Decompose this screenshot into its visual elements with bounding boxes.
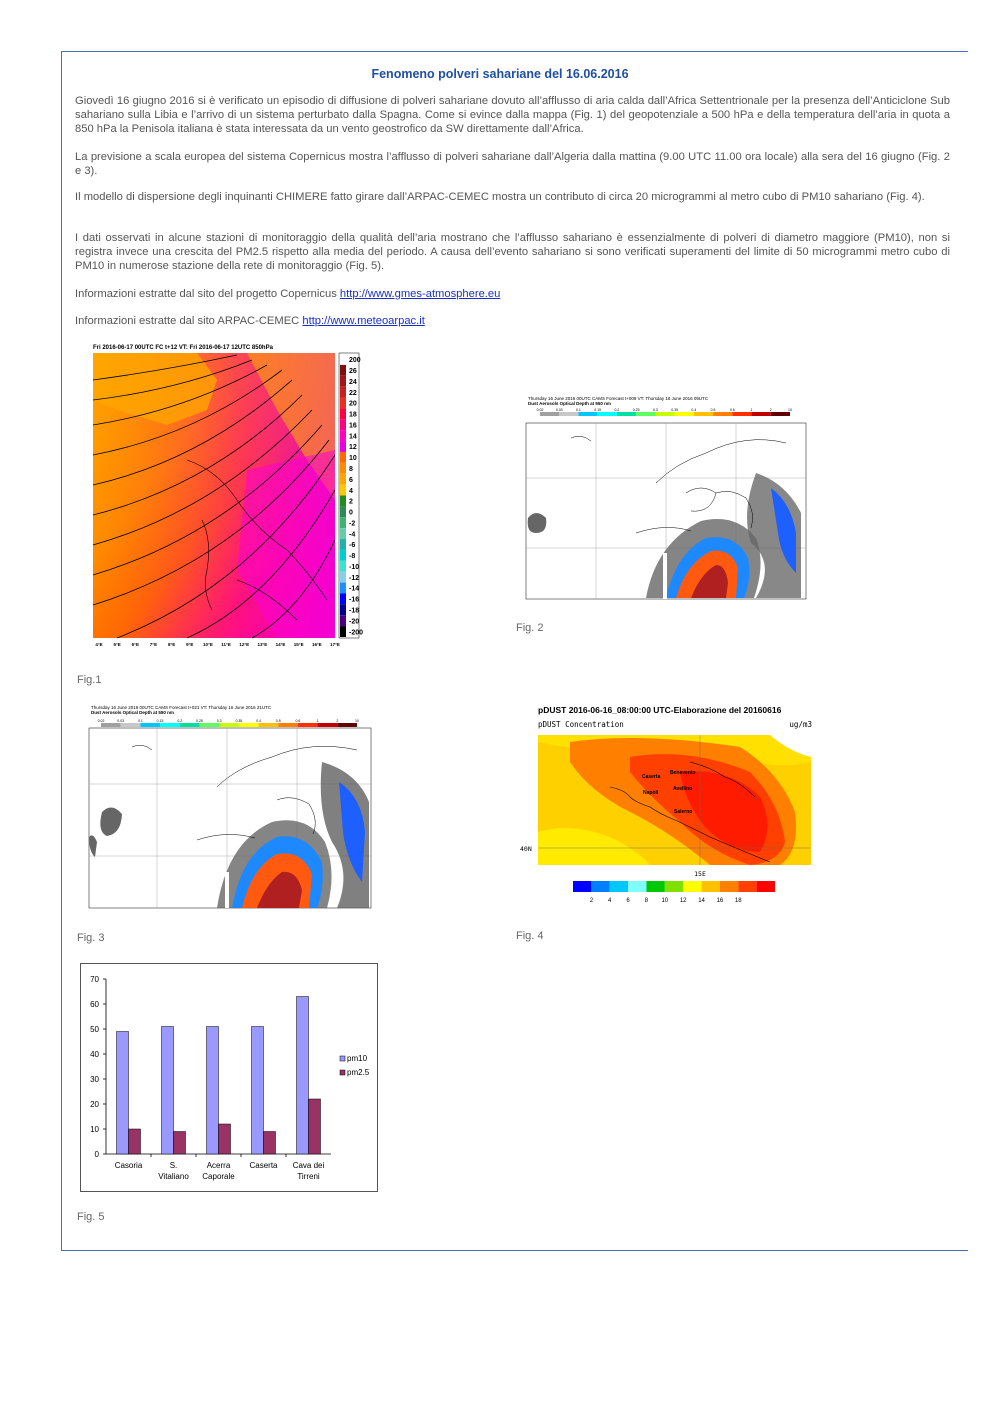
arpac-prefix: Informazioni estratte dal sito ARPAC-CEMEC — [75, 315, 303, 327]
fig4-scale-label: 16 — [716, 898, 724, 904]
cams-scale-label: 0.1 — [576, 408, 581, 412]
cams-scale-label: 0.4 — [691, 408, 697, 412]
cams-scale-swatch — [140, 723, 160, 727]
fig4-scale-label: 4 — [608, 898, 612, 904]
cams-scale-label: 0.02 — [536, 408, 544, 412]
y-tick-label: 10 — [90, 1125, 99, 1134]
fig5-caption: Fig. 5 — [77, 1211, 105, 1223]
fig1-lon-tick: 16°E — [311, 642, 322, 647]
cams-scale-label: 0.25 — [196, 719, 203, 723]
cams-scale-label: 2 — [336, 719, 339, 723]
fig1-legend-label: -2 — [349, 520, 356, 528]
copernicus-prefix: Informazioni estratte dal sito del progetto Copernicus — [75, 288, 340, 300]
fig1-legend-swatch — [340, 441, 346, 452]
fig1-legend-label: 10 — [349, 455, 357, 463]
cams-scale-label: 0.3 — [652, 408, 658, 412]
fig1-legend-swatch — [340, 593, 346, 604]
fig1-legend-label: 24 — [349, 378, 357, 386]
fig4-lon-label: 15E — [694, 870, 706, 878]
cams-scale-label: 0.2 — [177, 719, 183, 723]
fig1-legend-swatch — [340, 474, 346, 485]
cams-scale-swatch — [559, 412, 578, 416]
figure-5-pm-chart — [80, 963, 378, 1192]
arpac-link[interactable]: http://www.meteoarpac.it — [302, 315, 425, 327]
fig4-scale-swatch — [738, 881, 756, 892]
fig4-scale-label: 8 — [644, 898, 649, 904]
fig1-legend-swatch — [340, 408, 346, 419]
fig4-scale-swatch — [573, 881, 591, 892]
y-tick-label: 0 — [94, 1150, 99, 1159]
x-tick-label: Caporale — [202, 1172, 235, 1181]
fig1-legend-swatch — [340, 376, 346, 387]
fig1-header: Fri 2016-06-17 00UTC FC t+12 VT: Fri 2016-06-17 12UTC 850hPa — [93, 345, 273, 351]
fig1-legend-label: 2 — [349, 498, 353, 506]
figure-1-temperature-map — [77, 340, 377, 652]
fig1-lon-tick: 11°E — [221, 642, 231, 647]
bar-pm10 — [207, 1027, 219, 1155]
fig1-legend-swatch — [340, 626, 346, 637]
cams-scale-swatch — [239, 723, 259, 727]
fig4-scale-swatch — [610, 881, 628, 892]
fig4-scale-swatch — [591, 881, 609, 892]
fig4-scale-label: 10 — [661, 898, 669, 904]
cams-scale-label: 10 — [788, 408, 792, 412]
cams-scale-swatch — [713, 412, 732, 416]
cams-scale-label: 2 — [769, 408, 772, 412]
cams-scale-label: 0.15 — [156, 719, 164, 723]
fig4-scale-swatch — [628, 881, 646, 892]
figure-4-pdust-chimere — [510, 702, 815, 910]
fig1-lon-tick: 14°E — [275, 642, 286, 647]
cams-scale-label: 0.6 — [729, 408, 735, 412]
cams-scale-swatch — [655, 412, 674, 416]
fig1-legend-swatch — [340, 496, 346, 507]
fig4-caption: Fig. 4 — [516, 930, 544, 942]
copernicus-info — [75, 287, 950, 301]
fig4-scale-swatch — [702, 881, 720, 892]
cams-scale-label: 0.03 — [117, 719, 125, 723]
fig4-scale-label: 14 — [698, 898, 705, 904]
bar-pm25 — [219, 1124, 231, 1154]
fig1-legend-label: 12 — [349, 444, 357, 452]
legend-label: pm2.5 — [347, 1068, 370, 1077]
fig4-scale-swatch — [665, 881, 683, 892]
cams-scale-swatch — [278, 723, 298, 727]
x-tick-label: S. — [169, 1161, 178, 1170]
legend-swatch — [340, 1056, 345, 1061]
fig1-legend-label: -20 — [349, 618, 360, 626]
fig1-lon-tick: 15°E — [293, 642, 304, 647]
fig1-lon-tick: 8°E — [167, 642, 176, 647]
fig1-lon-tick: 6°E — [131, 642, 139, 647]
cams-scale-swatch — [617, 412, 636, 416]
fig1-legend-label: -16 — [349, 596, 360, 604]
fig1-legend-swatch — [340, 572, 346, 583]
figure-2-dust-forecast-09utc — [516, 393, 808, 605]
cams-scale-swatch — [337, 723, 357, 727]
fig4-scale-label: 12 — [679, 898, 687, 904]
cams-scale-swatch — [540, 412, 559, 416]
copernicus-link[interactable]: http://www.gmes-atmosphere.eu — [339, 288, 501, 300]
fig3-header2: Dust Aerosols Optical Depth at 550 nm — [91, 710, 174, 715]
fig4-scale-swatch — [720, 881, 738, 892]
cams-scale-label: 0.2 — [614, 408, 620, 412]
fig1-legend-swatch — [340, 430, 346, 441]
fig3-caption: Fig. 3 — [77, 932, 105, 944]
cams-scale-swatch — [578, 412, 597, 416]
x-tick-label: Tirreni — [297, 1172, 320, 1181]
fig1-legend-swatch — [340, 419, 346, 430]
cams-scale-swatch — [732, 412, 751, 416]
bar-pm25 — [129, 1129, 141, 1154]
cams-scale-label: 0.4 — [256, 719, 261, 723]
cams-scale-label: 0.35 — [671, 408, 679, 412]
legend-swatch — [340, 1070, 345, 1075]
fig1-legend-swatch — [340, 604, 346, 615]
fig1-legend-label: 16 — [349, 422, 357, 430]
fig1-legend-label: 4 — [349, 487, 353, 495]
fig1-lon-tick: 4°E — [95, 642, 103, 647]
paragraph-2: La previsione a scala europea del sistema Copernicus mostra l’afflusso di polveri sahariane dall’Algeria dalla mattina (9.00 UTC 11.00 ora locale) alla sera del 16 giugno (Fig. 2 e 3). — [75, 151, 950, 177]
fig1-lon-tick: 7°E — [149, 642, 158, 647]
fig1-lon-tick: 17°E — [330, 642, 340, 647]
cams-scale-label: 0.25 — [632, 408, 640, 412]
cams-scale-label: 0.5 — [275, 719, 281, 723]
fig4-scale-label: 6 — [626, 898, 630, 904]
fig4-title: pDUST 2016-06-16_08:00:00 UTC-Elaborazione del 20160616 — [538, 705, 782, 715]
fig4-subtitle: pDUST Concentration — [538, 720, 624, 729]
fig1-caption: Fig.1 — [77, 674, 102, 686]
bar-pm25 — [264, 1132, 276, 1155]
fig1-legend-label: 14 — [349, 433, 357, 441]
cams-scale-label: 0.02 — [97, 719, 105, 723]
cams-scale-label: 0.35 — [235, 719, 243, 723]
bar-pm10 — [297, 997, 309, 1155]
legend-label: pm10 — [347, 1054, 368, 1063]
city-label: Benevento — [670, 770, 696, 776]
cams-scale-swatch — [121, 723, 141, 727]
cams-scale-label: 1 — [750, 408, 753, 412]
fig1-legend-label: -8 — [349, 553, 356, 561]
cams-scale-label: 0.03 — [555, 408, 563, 412]
fig1-legend-label: 26 — [349, 368, 357, 376]
pm-bar-chart — [81, 964, 377, 1191]
page-title: Fenomeno polveri sahariane del 16.06.2016 — [371, 67, 629, 81]
paragraph-4: I dati osservati in alcune stazioni di monitoraggio della qualità dell’aria mostrano che l’afflusso sahariano è essenzialmente di polveri di diametro maggiore (PM10), non si registra invece una crescita del PM2.5 rispetto alla media del periodo. A causa dell’evento sahariano si sono verificati superamenti del limite di 50 microgrammi metro cubo di PM10 in numerose stazione della rete di monitoraggio (Fig. 5). — [75, 232, 950, 272]
fig2-caption: Fig. 2 — [516, 622, 544, 634]
fig1-legend-swatch — [340, 365, 346, 376]
fig1-legend-label: 200 — [349, 357, 361, 365]
fig1-lon-tick: 5°E — [113, 642, 121, 647]
fig1-legend-swatch — [340, 387, 346, 398]
bar-pm25 — [309, 1099, 321, 1154]
cams-scale-label: 0.3 — [216, 719, 222, 723]
cams-scale-swatch — [259, 723, 279, 727]
fig1-legend-label: 8 — [349, 466, 353, 474]
fig1-lon-tick: 13°E — [257, 642, 268, 647]
fig1-legend-swatch — [340, 561, 346, 572]
fig1-legend-label: -10 — [349, 563, 360, 571]
fig1-legend-swatch — [340, 550, 346, 561]
bar-pm25 — [174, 1132, 186, 1155]
fig1-legend-swatch — [340, 539, 346, 550]
fig1-legend-swatch — [340, 528, 346, 539]
fig1-legend-swatch — [340, 398, 346, 409]
fig1-legend-swatch — [340, 354, 346, 365]
bar-pm10 — [117, 1032, 129, 1155]
fig1-legend-label: 6 — [349, 476, 353, 484]
paragraph-1: Giovedì 16 giugno 2016 si è verificato un episodio di diffusione di polveri sahariane dovuto all’afflusso di aria calda dall’Africa Settentrionale per la presenza dell’Anticiclone Sub sahariano sulla Libia e l’arrivo di un sistema perturbato dalla Spagna. Come si evince dalla mappa (Fig. 1) del geopotenziale a 500 hPa e della temperatura dell’aria in quota a 850 hPa la Penisola italiana è stata interessata da un vento geostrofico da SW direttamente dall’Africa. — [75, 95, 950, 135]
cams-scale-swatch — [675, 412, 694, 416]
cams-scale-label: 10 — [355, 719, 359, 723]
x-tick-label: Casoria — [114, 1161, 143, 1170]
fig1-lon-tick: 12°E — [239, 642, 250, 647]
cams-scale-swatch — [636, 412, 655, 416]
fig3-header1: Thursday 16 June 2016 00UTC CAMS Forecast t+021 VT: Thursday 16 June 2016 21UTC — [91, 705, 272, 710]
fig1-legend-swatch — [340, 485, 346, 496]
fig1-legend-swatch — [340, 615, 346, 626]
fig4-scale-swatch — [683, 881, 701, 892]
fig1-legend-label: -6 — [349, 542, 356, 550]
fig4-scale-swatch — [757, 881, 775, 892]
cams-scale-swatch — [160, 723, 180, 727]
y-tick-label: 20 — [90, 1100, 99, 1109]
fig2-header2: Dust Aerosols Optical Depth at 550 nm — [528, 401, 611, 406]
city-label: Napoli — [643, 790, 659, 796]
arpac-info — [75, 314, 950, 328]
fig2-header1: Thursday 16 June 2016 00UTC CAMS Forecast t+009 VT: Thursday 16 June 2016 09UTC — [528, 396, 709, 401]
fig1-legend-label: -14 — [349, 585, 360, 593]
fig1-legend-swatch — [340, 452, 346, 463]
x-tick-label: Caserta — [249, 1161, 278, 1170]
cams-scale-swatch — [771, 412, 790, 416]
figure-3-dust-forecast-21utc — [77, 702, 377, 914]
fig1-legend-label: -4 — [349, 531, 356, 539]
fig1-legend-label: 18 — [349, 411, 357, 419]
fig1-lon-tick: 10°E — [203, 642, 213, 647]
fig1-legend-swatch — [340, 506, 346, 517]
fig1-legend-label: 22 — [349, 389, 357, 397]
bar-pm10 — [252, 1027, 264, 1155]
cams-scale-label: 0.6 — [295, 719, 301, 723]
cams-scale-label: 1 — [316, 719, 319, 723]
fig4-unit: ug/m3 — [789, 720, 812, 729]
cams-scale-label: 0.5 — [710, 408, 716, 412]
y-tick-label: 30 — [90, 1075, 99, 1084]
fig1-legend-swatch — [340, 463, 346, 474]
cams-scale-swatch — [180, 723, 200, 727]
paragraph-3: Il modello di dispersione degli inquinanti CHIMERE fatto girare dall’ARPAC-CEMEC mostra un contributo di circa 20 microgrammi al metro cubo di PM10 sahariano (Fig. 4). — [75, 191, 925, 203]
cams-scale-label: 0.15 — [594, 408, 602, 412]
x-tick-label: Acerra — [206, 1161, 231, 1170]
cams-scale-swatch — [219, 723, 239, 727]
x-tick-label: Cava dei — [292, 1161, 325, 1170]
fig1-legend-label: -12 — [349, 574, 360, 582]
city-label: Avellino — [673, 786, 693, 792]
cams-scale-swatch — [101, 723, 121, 727]
fig1-legend-swatch — [340, 517, 346, 528]
fig4-scale-label: 18 — [734, 898, 742, 904]
cams-scale-swatch — [318, 723, 338, 727]
cams-scale-swatch — [752, 412, 771, 416]
fig1-legend-swatch — [340, 583, 346, 594]
fig4-scale-swatch — [646, 881, 664, 892]
bar-pm10 — [162, 1027, 174, 1155]
fig4-lat-label: 40N — [520, 845, 532, 853]
fig1-legend-label: 20 — [349, 400, 357, 408]
city-label: Caserta — [642, 774, 661, 780]
y-tick-label: 60 — [90, 1000, 99, 1009]
cams-scale-swatch — [298, 723, 318, 727]
fig1-legend-label: -18 — [349, 607, 360, 615]
y-tick-label: 70 — [90, 975, 99, 984]
x-tick-label: Vitaliano — [158, 1172, 189, 1181]
cams-scale-swatch — [199, 723, 219, 727]
fig1-legend-label: 0 — [349, 509, 353, 517]
cams-scale-swatch — [598, 412, 617, 416]
fig1-lon-tick: 9°E — [186, 642, 194, 647]
cams-scale-swatch — [694, 412, 713, 416]
city-label: Salerno — [674, 809, 693, 815]
y-tick-label: 40 — [90, 1050, 99, 1059]
fig4-scale-label: 2 — [589, 898, 594, 904]
cams-scale-label: 0.1 — [137, 719, 143, 723]
fig1-legend-label: -200 — [349, 629, 364, 637]
y-tick-label: 50 — [90, 1025, 99, 1034]
